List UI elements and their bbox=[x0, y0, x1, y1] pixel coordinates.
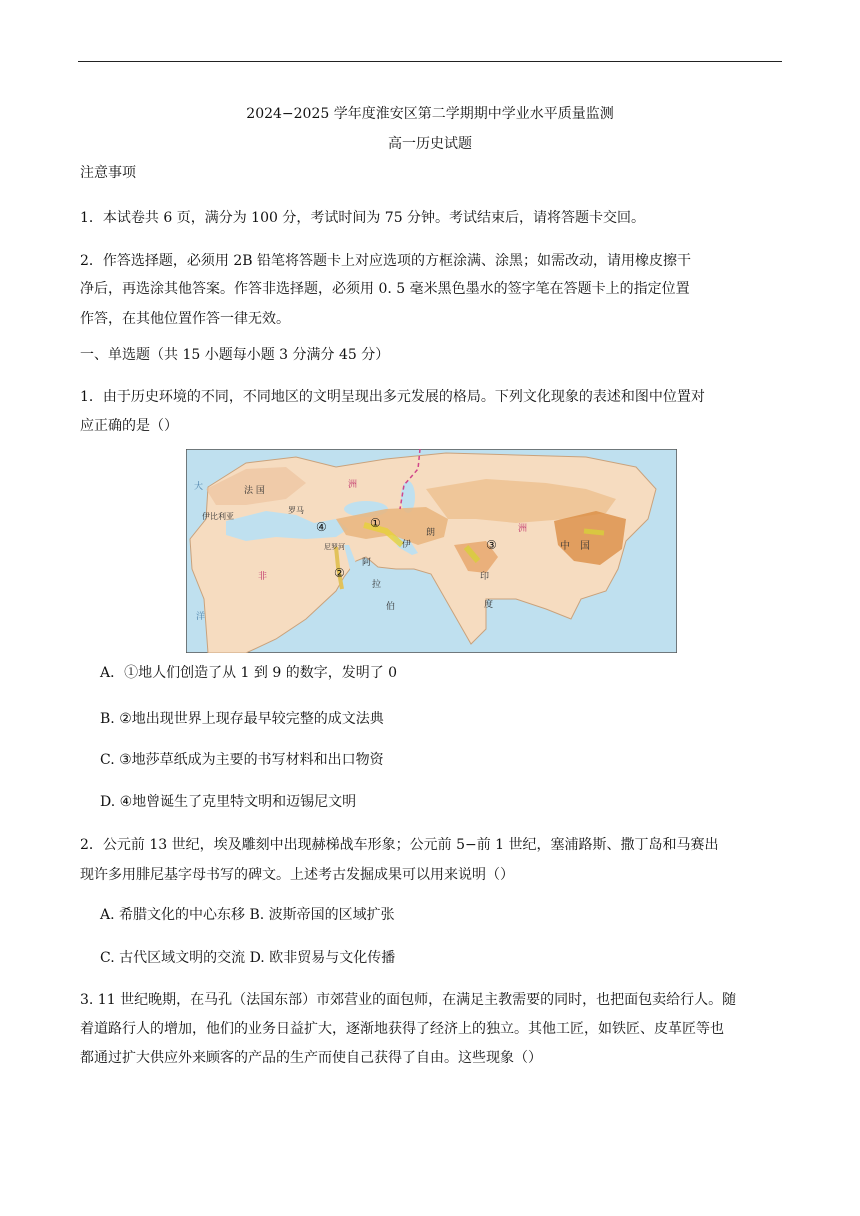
q1-option-d: D. ④地曾诞生了克里特文明和迈锡尼文明 bbox=[100, 794, 357, 810]
q2-stem-line-1: 2．公元前 13 世纪，埃及雕刻中出现赫梯战车形象；公元前 5−前 1 世纪，塞浦路斯、撒丁岛和马赛出 bbox=[80, 837, 719, 853]
map-label-china: 中 国 bbox=[560, 541, 590, 552]
note-item-2-line-2: 净后，再选涂其他答案。作答非选择题，必须用 0. 5 毫米黑色墨水的签字笔在答题卡上的指定位置 bbox=[80, 281, 690, 297]
map-label-india-2: 度 bbox=[484, 600, 494, 610]
note-item-2-line-3: 作答，在其他位置作答一律无效。 bbox=[80, 311, 290, 327]
q1-option-a: A．①地人们创造了从 1 到 9 的数字，发明了 0 bbox=[100, 665, 398, 681]
header-rule bbox=[78, 61, 782, 62]
q1-stem-line-2: 应正确的是（） bbox=[80, 418, 178, 434]
map-marker-2: ② bbox=[334, 566, 345, 580]
note-item-1: 1．本试卷共 6 页，满分为 100 分，考试时间为 75 分钟。考试结束后，请将答题卡交回。 bbox=[80, 210, 646, 226]
map-label-iran-2: 朗 bbox=[426, 528, 436, 538]
map-label-iberia: 伊比利亚 bbox=[202, 512, 234, 521]
map-label-iran-1: 伊 bbox=[402, 540, 412, 550]
map-marker-3: ③ bbox=[486, 538, 497, 552]
map-label-africa: 非 bbox=[258, 572, 268, 582]
q3-stem-line-1: 3. 11 世纪晚期，在马孔（法国东部）市郊营业的面包师，在满足主教需要的同时，也把面包卖给行人。随 bbox=[80, 992, 737, 1008]
map-label-arabia-2: 拉 bbox=[372, 580, 382, 590]
q3-stem-line-2: 着道路行人的增加，他们的业务日益扩大，逐渐地获得了经济上的独立。其他工匠，如铁匠、皮革匠等也 bbox=[80, 1021, 724, 1037]
q3-stem-line-3: 都通过扩大供应外来顾客的产品的生产而使自己获得了自由。这些现象（） bbox=[80, 1050, 542, 1066]
map-marker-1: ① bbox=[370, 516, 381, 530]
note-item-2-line-1: 2．作答选择题，必须用 2B 铅笔将答题卡上对应选项的方框涂满、涂黑；如需改动，请用橡皮擦干 bbox=[80, 253, 692, 269]
map-label-europe: 洲 bbox=[348, 480, 358, 490]
map-label-asia: 洲 bbox=[518, 524, 528, 534]
map-label-arabia-1: 阿 bbox=[362, 558, 372, 568]
q2-options-ab: A. 希腊文化的中心东移 B. 波斯帝国的区域扩张 bbox=[100, 907, 395, 923]
map-label-ocean-1: 大 bbox=[194, 482, 204, 492]
q2-stem-line-2: 现许多用腓尼基字母书写的碑文。上述考古发掘成果可以用来说明（） bbox=[80, 867, 514, 883]
section-heading: 一、单选题（共 15 小题每小题 3 分满分 45 分） bbox=[80, 347, 390, 363]
exam-subtitle: 高一历史试题 bbox=[388, 136, 472, 152]
q2-options-cd: C. 古代区域文明的交流 D. 欧非贸易与文化传播 bbox=[100, 950, 396, 966]
map-label-arabia-3: 伯 bbox=[386, 602, 396, 612]
map-label-nile: 尼罗河 bbox=[324, 543, 345, 551]
exam-title: 2024−2025 学年度淮安区第二学期期中学业水平质量监测 bbox=[246, 106, 614, 122]
q1-option-c: C. ③地莎草纸成为主要的书写材料和出口物资 bbox=[100, 752, 384, 768]
map-label-india-1: 印 bbox=[480, 572, 490, 582]
ancient-civilizations-map bbox=[186, 449, 677, 653]
q1-option-b: B. ②地出现世界上现存最早较完整的成文法典 bbox=[100, 711, 384, 727]
map-label-rome: 罗马 bbox=[288, 506, 304, 515]
map-label-france: 法 国 bbox=[244, 486, 265, 496]
map-marker-4: ④ bbox=[316, 520, 327, 534]
map-label-ocean-2: 洋 bbox=[196, 612, 206, 622]
q1-stem-line-1: 1．由于历史环境的不同，不同地区的文明呈现出多元发展的格局。下列文化现象的表述和图中位置对 bbox=[80, 389, 705, 405]
notes-heading: 注意事项 bbox=[80, 165, 136, 181]
